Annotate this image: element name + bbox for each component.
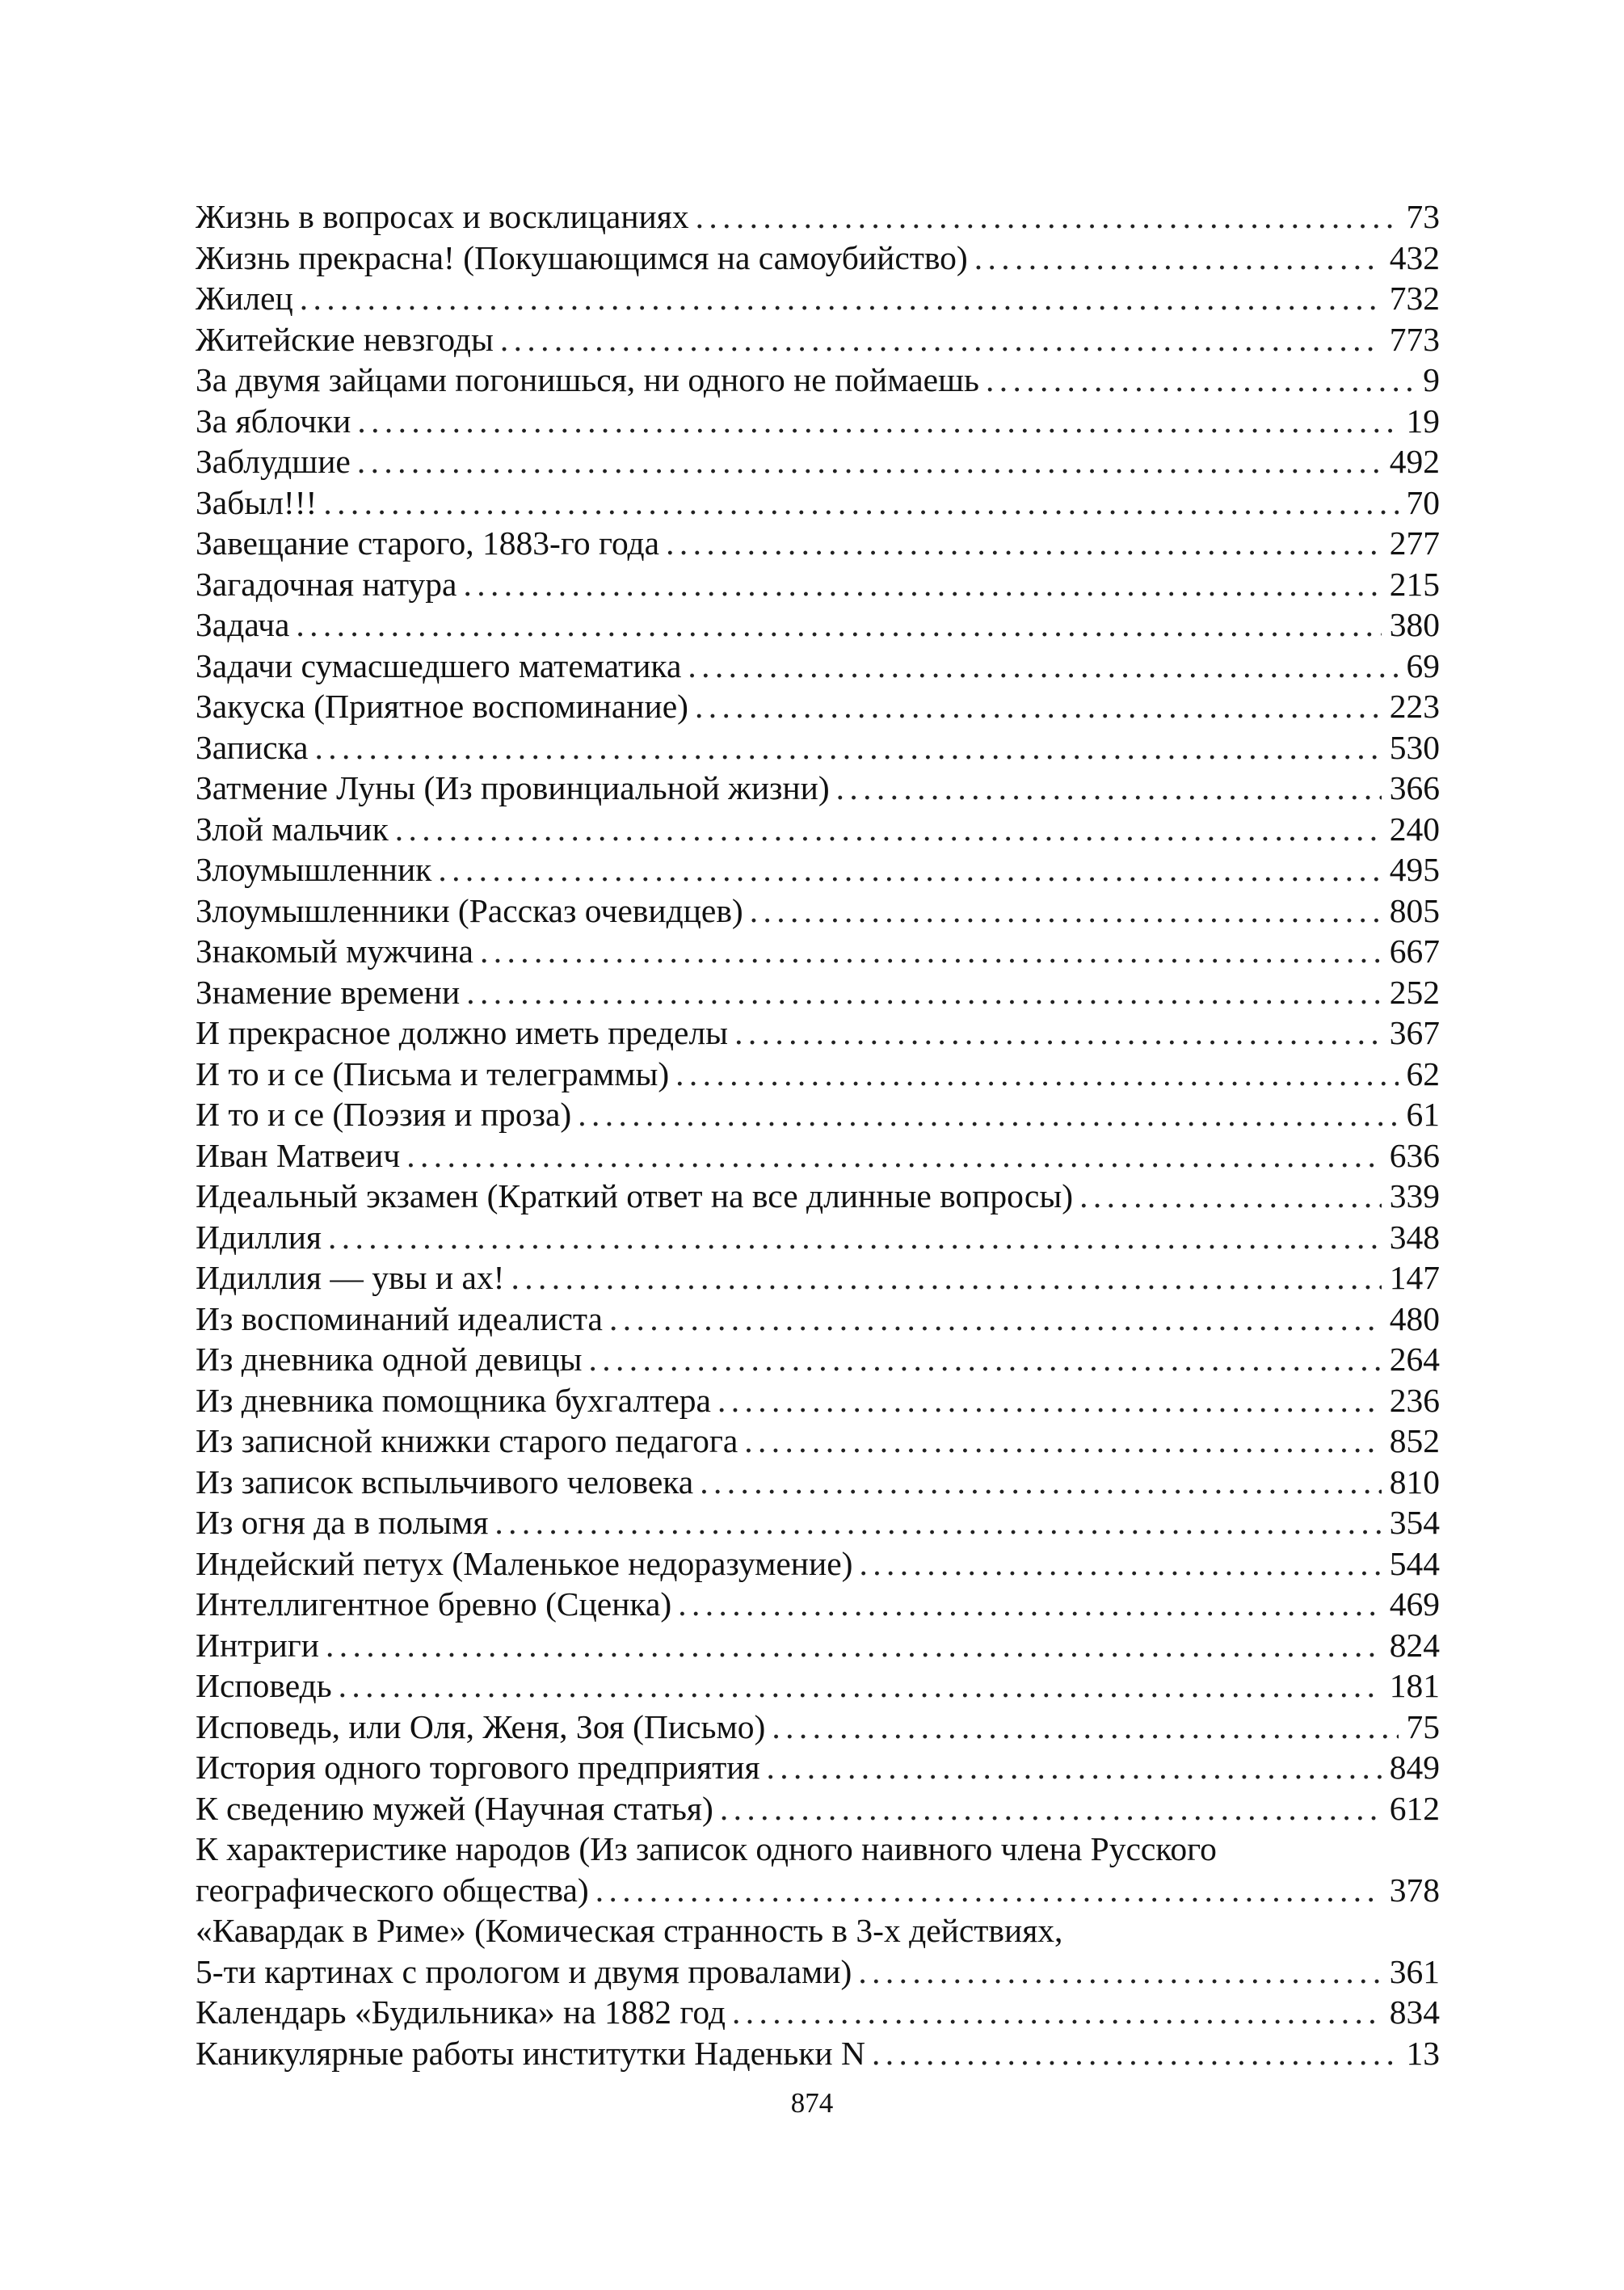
- toc-entry-title: Каникулярные работы институтки Наденьки N: [196, 2034, 865, 2072]
- toc-entry-title: Из записок вспыльчивого человека: [196, 1463, 694, 1501]
- toc-entry: [196, 1094, 1440, 1135]
- toc-entry-title: Из огня да в полымя: [196, 1504, 489, 1541]
- toc-entry-page: 19: [1406, 402, 1440, 440]
- toc-entry-title: Записка: [196, 728, 309, 766]
- toc-entry: [196, 1665, 1440, 1707]
- toc-entry-page: 61: [1406, 1096, 1440, 1133]
- toc-entry: [196, 278, 1440, 319]
- toc-entry: [196, 727, 1440, 768]
- dot-leader: [326, 1625, 1382, 1666]
- toc-entry: [196, 890, 1440, 932]
- toc-entry: [196, 2033, 1440, 2074]
- toc-entry: [196, 1870, 1440, 1911]
- dot-leader: [872, 2033, 1399, 2074]
- dot-leader: [323, 482, 1398, 524]
- toc-entry-title: Из дневника помощника бухгалтера: [196, 1381, 711, 1419]
- toc-entry: [196, 441, 1440, 482]
- dot-leader: [480, 931, 1382, 972]
- toc-entry-title: Злой мальчик: [196, 810, 389, 848]
- toc-entry-title: Загадочная натура: [196, 565, 457, 603]
- dot-leader: [732, 1992, 1382, 2033]
- page-number: 874: [790, 2087, 834, 2119]
- toc-entry-page: 70: [1406, 483, 1440, 521]
- toc-entry: [196, 1339, 1440, 1380]
- dot-leader: [836, 768, 1382, 809]
- dot-leader: [588, 1339, 1381, 1380]
- toc-entry-page: 69: [1406, 646, 1440, 684]
- dot-leader: [717, 1380, 1382, 1421]
- toc-entry: [196, 768, 1440, 809]
- toc-entry-title: Исповедь: [196, 1667, 332, 1704]
- toc-entry-page: 732: [1389, 280, 1440, 317]
- toc-entry-title: Закуска (Приятное воспоминание): [196, 688, 688, 725]
- dot-leader: [734, 1012, 1382, 1054]
- toc-entry: [196, 1462, 1440, 1503]
- toc-entry: [196, 196, 1440, 238]
- dot-leader: [328, 1217, 1382, 1258]
- toc-entry-page: 480: [1389, 1299, 1440, 1337]
- toc-entry: [196, 1788, 1440, 1829]
- toc-entry-title-line: [196, 1910, 1440, 1951]
- dot-leader: [678, 1584, 1382, 1625]
- dot-leader: [578, 1094, 1398, 1135]
- toc-entry-title: 5-ти картинах с прологом и двумя провалами): [196, 1952, 852, 1990]
- toc-entry-title: «Кавардак в Риме» (Комическая странность в 3-х действиях,: [196, 1912, 1063, 1949]
- dot-leader: [314, 727, 1381, 768]
- toc-entry: [196, 1502, 1440, 1543]
- toc-entry-page: 852: [1389, 1422, 1440, 1459]
- toc-entry-title: Из записной книжки старого педагога: [196, 1422, 738, 1459]
- dot-leader: [666, 523, 1382, 564]
- toc-entry-page: 492: [1389, 443, 1440, 480]
- toc-entry-title: Задачи сумасшедшего математика: [196, 646, 682, 684]
- dot-leader: [695, 686, 1382, 727]
- toc-entry-title: И прекрасное должно иметь пределы: [196, 1014, 729, 1051]
- toc-entry-title: Затмение Луны (Из провинциальной жизни): [196, 769, 830, 806]
- toc-entry-page: 181: [1389, 1667, 1440, 1704]
- toc-entry-title: За яблочки: [196, 402, 351, 440]
- toc-entry-page: 252: [1389, 973, 1440, 1011]
- toc-entry-page: 348: [1389, 1218, 1440, 1256]
- toc-entry: [196, 1012, 1440, 1054]
- dot-leader: [339, 1665, 1382, 1707]
- toc-entry-page: 13: [1406, 2034, 1440, 2072]
- toc-entry-page: 339: [1389, 1177, 1440, 1214]
- toc-entry-title: Злоумышленник: [196, 851, 432, 888]
- dot-leader: [300, 278, 1382, 319]
- toc-entry: [196, 1176, 1440, 1217]
- toc-entry: [196, 646, 1440, 687]
- toc-entry: [196, 1257, 1440, 1299]
- toc-entry: [196, 1625, 1440, 1666]
- dot-leader: [675, 1054, 1398, 1095]
- dot-leader: [767, 1747, 1382, 1788]
- toc-entry: [196, 360, 1440, 401]
- toc-entry-title: Забыл!!!: [196, 483, 318, 521]
- toc-entry-title: Злоумышленники (Рассказ очевидцев): [196, 891, 743, 929]
- toc-entry-title: История одного торгового предприятия: [196, 1749, 760, 1786]
- toc-entry-page: 849: [1389, 1749, 1440, 1786]
- toc-entry: [196, 1054, 1440, 1095]
- dot-leader: [986, 360, 1415, 401]
- dot-leader: [700, 1462, 1382, 1503]
- dot-leader: [511, 1257, 1381, 1299]
- toc-entry-page: 215: [1389, 565, 1440, 603]
- toc-entry-page: 773: [1389, 320, 1440, 358]
- toc-entry: [196, 401, 1440, 442]
- toc-entry-page: 544: [1389, 1544, 1440, 1582]
- dot-leader: [406, 1135, 1381, 1177]
- toc-entry-title: Иван Матвеич: [196, 1136, 401, 1174]
- toc-entry: [196, 482, 1440, 524]
- dot-leader: [463, 564, 1381, 605]
- toc-entry-page: 62: [1406, 1054, 1440, 1092]
- dot-leader: [974, 238, 1382, 279]
- dot-leader: [357, 441, 1382, 482]
- toc-entry: [196, 972, 1440, 1013]
- dot-leader: [688, 646, 1398, 687]
- dot-leader: [720, 1788, 1382, 1829]
- toc-entry: [196, 1992, 1440, 2033]
- dot-leader: [859, 1543, 1381, 1585]
- toc-entry: [196, 1951, 1440, 1993]
- toc-entry-page: 367: [1389, 1014, 1440, 1051]
- toc-entry-title: Заблудшие: [196, 443, 351, 480]
- toc-entry-page: 530: [1389, 728, 1440, 766]
- toc-entry-page: 240: [1389, 810, 1440, 848]
- toc-entry: [196, 686, 1440, 727]
- toc-entry-page: 361: [1389, 1952, 1440, 1990]
- toc-entry-page: 612: [1389, 1789, 1440, 1827]
- toc-entry-title: Из дневника одной девицы: [196, 1341, 583, 1378]
- toc-entry-page: 75: [1406, 1707, 1440, 1745]
- toc-entry-page: 73: [1406, 198, 1440, 235]
- toc-entry-title: Завещание старого, 1883-го года: [196, 524, 660, 562]
- toc-entry-title: И то и се (Поэзия и проза): [196, 1096, 572, 1133]
- toc-entry-page: 810: [1389, 1463, 1440, 1501]
- toc-entry-title: Идеальный экзамен (Краткий ответ на все длинные вопросы): [196, 1177, 1074, 1214]
- toc-entry-page: 354: [1389, 1504, 1440, 1541]
- toc-entry: [196, 1421, 1440, 1462]
- dot-leader: [296, 604, 1381, 646]
- toc-entry-page: 236: [1389, 1381, 1440, 1419]
- toc-entry-title: Жилец: [196, 280, 293, 317]
- toc-entry-title: Задача: [196, 606, 290, 643]
- toc-entry: [196, 319, 1440, 360]
- toc-entry-page: 834: [1389, 1993, 1440, 2031]
- toc-entry-page: 432: [1389, 238, 1440, 276]
- toc-entry: [196, 1135, 1440, 1177]
- dot-leader: [395, 809, 1382, 850]
- toc-entry: [196, 1380, 1440, 1421]
- toc-entry-title: Жизнь в вопросах и восклицаниях: [196, 198, 689, 235]
- dot-leader: [466, 972, 1382, 1013]
- dot-leader: [750, 890, 1382, 932]
- toc-entry-title: К сведению мужей (Научная статья): [196, 1789, 713, 1827]
- dot-leader: [595, 1870, 1382, 1911]
- toc-entry-title: Знакомый мужчина: [196, 932, 473, 970]
- toc-entry: [196, 1299, 1440, 1340]
- dot-leader: [438, 849, 1381, 890]
- toc-entry-title: Интриги: [196, 1626, 320, 1664]
- dot-leader: [357, 401, 1398, 442]
- toc-entry-page: 636: [1389, 1136, 1440, 1174]
- toc-entry: [196, 1707, 1440, 1748]
- toc-entry-page: 805: [1389, 891, 1440, 929]
- toc-entry-title: За двумя зайцами погонишься, ни одного не поймаешь: [196, 361, 979, 398]
- toc-entry-title: Знамение времени: [196, 973, 461, 1011]
- toc-entry: [196, 1747, 1440, 1788]
- dot-leader: [858, 1951, 1381, 1993]
- toc-entry-title: Житейские невзгоды: [196, 320, 494, 358]
- toc-entry-page: 366: [1389, 769, 1440, 806]
- toc-entry-title: географического общества): [196, 1871, 589, 1909]
- toc-entry-page: 469: [1389, 1585, 1440, 1623]
- toc-entry: [196, 1543, 1440, 1585]
- toc-entry-title: К характеристике народов (Из записок одного наивного члена Русского: [196, 1830, 1217, 1867]
- toc-entry-title: Из воспоминаний идеалиста: [196, 1299, 603, 1337]
- toc-entry: [196, 604, 1440, 646]
- toc-entry-title: Жизнь прекрасна! (Покушающимся на самоубийство): [196, 238, 968, 276]
- toc-entry: [196, 523, 1440, 564]
- toc-entry: [196, 1217, 1440, 1258]
- toc-entry-page: 380: [1389, 606, 1440, 643]
- toc-entry-title: Идиллия: [196, 1218, 322, 1256]
- toc-entry-page: 378: [1389, 1871, 1440, 1909]
- toc-entry: [196, 564, 1440, 605]
- toc-entry-title: Календарь «Будильника» на 1882 год: [196, 1993, 726, 2031]
- toc-entry-title: Исповедь, или Оля, Женя, Зоя (Письмо): [196, 1707, 766, 1745]
- toc-entry-title-line: [196, 1829, 1440, 1870]
- toc-entry-page: 223: [1389, 688, 1440, 725]
- toc-entry-page: 667: [1389, 932, 1440, 970]
- toc-entry-page: 9: [1423, 361, 1440, 398]
- dot-leader: [772, 1707, 1398, 1748]
- toc-entry-page: 277: [1389, 524, 1440, 562]
- toc-entry-page: 495: [1389, 851, 1440, 888]
- dot-leader: [1079, 1176, 1382, 1217]
- dot-leader: [494, 1502, 1381, 1543]
- toc-entry-title: И то и се (Письма и телеграммы): [196, 1054, 670, 1092]
- table-of-contents: [196, 196, 1440, 2073]
- toc-entry-page: 147: [1389, 1259, 1440, 1296]
- toc-entry: [196, 809, 1440, 850]
- toc-entry-title: Идиллия — увы и ах!: [196, 1259, 505, 1296]
- toc-entry: [196, 238, 1440, 279]
- toc-entry-page: 824: [1389, 1626, 1440, 1664]
- toc-entry-title: Индейский петух (Маленькое недоразумение): [196, 1544, 853, 1582]
- dot-leader: [744, 1421, 1381, 1462]
- toc-entry: [196, 1584, 1440, 1625]
- toc-entry: [196, 931, 1440, 972]
- toc-entry: [196, 849, 1440, 890]
- toc-entry-page: 264: [1389, 1341, 1440, 1378]
- dot-leader: [500, 319, 1382, 360]
- dot-leader: [696, 196, 1399, 238]
- dot-leader: [609, 1299, 1382, 1340]
- toc-entry-title: Интеллигентное бревно (Сценка): [196, 1585, 672, 1623]
